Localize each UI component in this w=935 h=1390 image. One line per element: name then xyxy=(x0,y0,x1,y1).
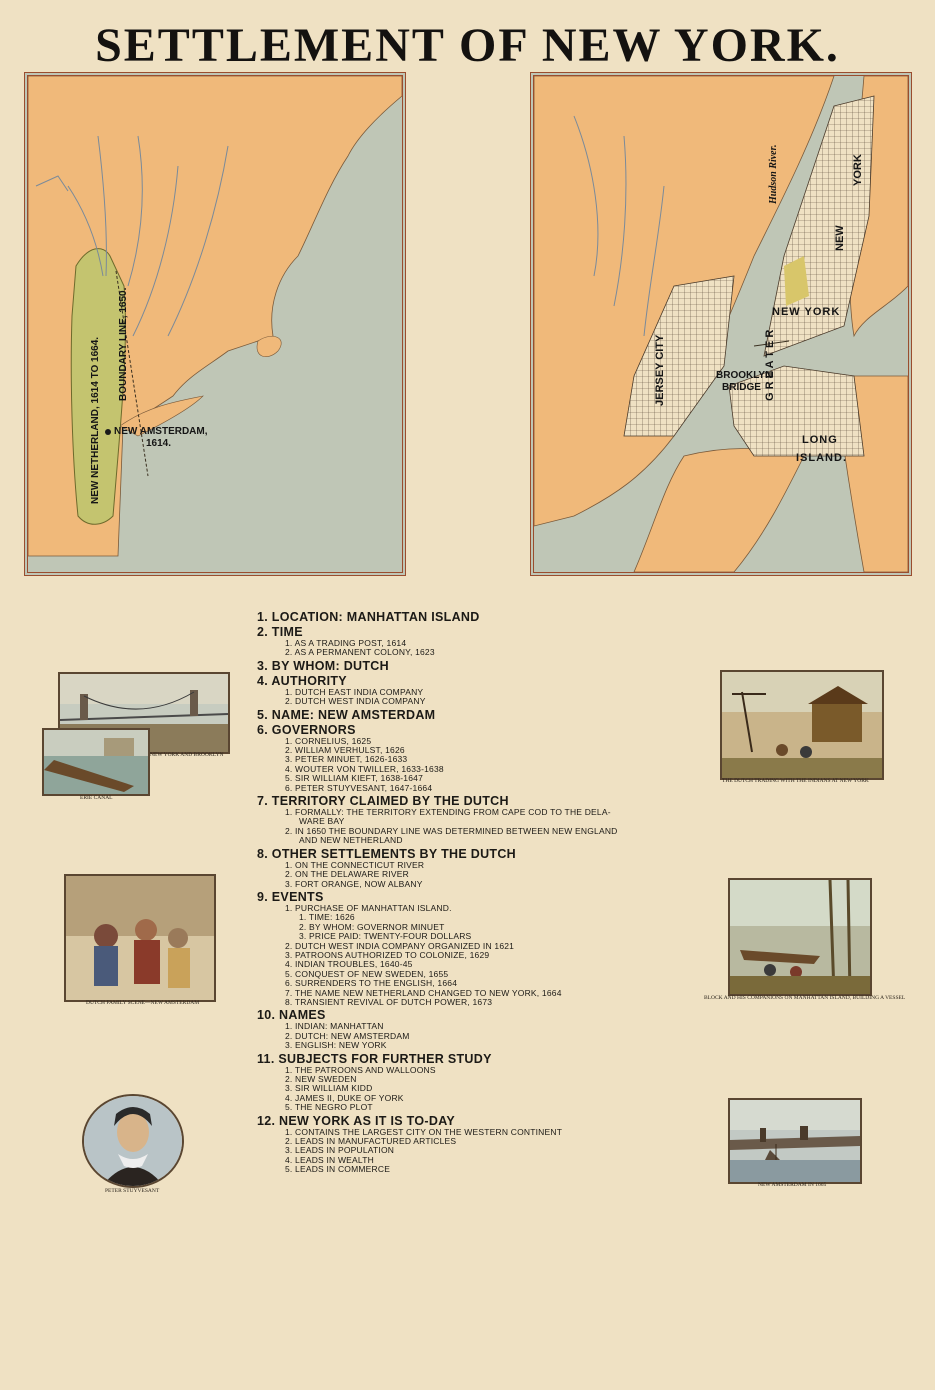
outline-subitem: 5. CONQUEST OF NEW SWEDEN, 1655 xyxy=(285,968,449,979)
outline-item xyxy=(257,610,697,624)
outline-subitem: 1. DUTCH EAST INDIA COMPANY xyxy=(285,686,424,697)
outline-subitem: WARE BAY xyxy=(299,816,345,827)
outline-subitem: 8. TRANSIENT REVIVAL OF DUTCH POWER, 1673 xyxy=(285,996,493,1007)
outline-subitem: 3. PATROONS AUTHORIZED TO COLONIZE, 1629 xyxy=(285,949,490,960)
outline-subitem: AND NEW NETHERLAND xyxy=(299,835,403,846)
picture-dutch-trading xyxy=(720,670,884,780)
label-hudson-river: Hudson River. xyxy=(768,144,779,204)
outline-subitem: 2. ON THE DELAWARE RIVER xyxy=(285,869,409,880)
outline-subitem: 2. IN 1650 THE BOUNDARY LINE WAS DETERMINED BETWEEN NEW ENGLAND xyxy=(285,825,618,836)
outline-item xyxy=(257,625,697,658)
label-new-york: NEW YORK xyxy=(772,306,841,318)
outline-subitem: 2. AS A PERMANENT COLONY, 1623 xyxy=(285,647,435,658)
outline-item xyxy=(257,708,697,722)
outline-heading: 8. OTHER SETTLEMENTS BY THE DUTCH xyxy=(257,846,516,861)
label-boundary-line: BOUNDARY LINE, 1650. xyxy=(118,287,129,401)
outline-subitem: 3. ENGLISH: NEW YORK xyxy=(285,1040,387,1051)
outline-item xyxy=(257,1114,697,1175)
outline-subitem: 1. INDIAN: MANHATTAN xyxy=(285,1021,384,1032)
outline-item xyxy=(257,1052,697,1113)
outline-heading: 10. NAMES xyxy=(257,1008,326,1023)
picture-dutch-family xyxy=(64,874,216,1002)
outline-subitem: 6. SURRENDERS TO THE ENGLISH, 1664 xyxy=(285,978,458,989)
outline-subitem: 3. LEADS IN POPULATION xyxy=(285,1145,395,1156)
outline-item xyxy=(257,723,697,793)
map-new-netherland-drawing xyxy=(28,76,402,572)
outline-subitem: 5. LEADS IN COMMERCE xyxy=(285,1164,391,1175)
label-new: NEW xyxy=(834,225,846,251)
outline-subitem: 5. SIR WILLIAM KIEFT, 1638-1647 xyxy=(285,773,424,784)
outline-heading: 9. EVENTS xyxy=(257,889,324,904)
picture-erie-canal xyxy=(42,728,150,796)
outline-subitem: 3. PRICE PAID: TWENTY-FOUR DOLLARS xyxy=(299,931,472,942)
outline-item xyxy=(257,674,697,707)
outline-subitem: 4. JAMES II, DUKE OF YORK xyxy=(285,1092,404,1103)
outline-subitem: 2. DUTCH: NEW AMSTERDAM xyxy=(285,1030,410,1041)
outline-subitem: 2. WILLIAM VERHULST, 1626 xyxy=(285,745,405,756)
picture-block-vessel xyxy=(728,878,872,996)
outline-subitem: 2. NEW SWEDEN xyxy=(285,1074,357,1084)
study-outline xyxy=(257,610,697,1176)
label-greater: G R E A T E R xyxy=(764,329,776,401)
label-york: YORK xyxy=(852,154,864,186)
outline-subitem: 4. LEADS IN WEALTH xyxy=(285,1154,374,1165)
outline-item xyxy=(257,890,697,1007)
map-greater-new-york xyxy=(530,72,912,576)
outline-subitem: 1. THE PATROONS AND WALLOONS xyxy=(285,1064,436,1075)
label-island: ISLAND. xyxy=(796,452,847,464)
outline-heading: 11. SUBJECTS FOR FURTHER STUDY xyxy=(257,1051,492,1066)
outline-subitem: 2. LEADS IN MANUFACTURED ARTICLES xyxy=(285,1136,457,1147)
outline-heading: 6. GOVERNORS xyxy=(257,722,356,737)
outline-item xyxy=(257,847,697,889)
caption-erie-canal: ERIE CANAL xyxy=(80,795,113,801)
poster-title: SETTLEMENT OF NEW YORK. xyxy=(95,19,840,72)
label-brooklyn: BROOKLYN xyxy=(716,370,773,381)
caption-new-amsterdam-1665: NEW AMSTERDAM IN 1665 xyxy=(758,1182,827,1188)
caption-new-york-brooklyn: NEW YORK AND BROOKLYN xyxy=(150,752,224,758)
picture-new-amsterdam-1665 xyxy=(728,1098,862,1184)
outline-subitem: 3. SIR WILLIAM KIDD xyxy=(285,1083,373,1094)
picture-peter-stuyvesant xyxy=(82,1094,184,1188)
caption-peter-stuyvesant: PETER STUYVESANT xyxy=(105,1188,160,1194)
outline-heading: 2. TIME xyxy=(257,625,303,639)
label-jersey-city: JERSEY CITY xyxy=(654,334,666,406)
outline-heading: 12. NEW YORK AS IT IS TO-DAY xyxy=(257,1113,456,1128)
caption-block-vessel: BLOCK AND HIS COMPANIONS ON MANHATTAN ISLAND, BUILDING A VESSEL xyxy=(704,995,906,1001)
outline-subitem: 4. INDIAN TROUBLES, 1640-45 xyxy=(285,959,413,970)
outline-subitem: 2. DUTCH WEST INDIA COMPANY xyxy=(285,696,426,707)
caption-dutch-family: DUTCH FAMILY SCENE—NEW AMSTERDAM xyxy=(86,1000,200,1006)
map-new-netherland xyxy=(24,72,406,576)
outline-subitem: 2. DUTCH WEST INDIA COMPANY ORGANIZED IN 1621 xyxy=(285,940,515,951)
outline-subitem: 1. FORMALLY: THE TERRITORY EXTENDING FROM CAPE COD TO THE DELA- xyxy=(285,807,611,818)
outline-item xyxy=(257,659,697,673)
outline-heading: 1. LOCATION: MANHATTAN ISLAND xyxy=(257,610,480,624)
outline-subitem: 6. PETER STUYVESANT, 1647-1664 xyxy=(285,782,433,793)
map-greater-new-york-drawing xyxy=(534,76,908,572)
outline-heading: 4. AUTHORITY xyxy=(257,673,347,688)
outline-subitem: 3. FORT ORANGE, NOW ALBANY xyxy=(285,878,423,889)
label-new-netherland: NEW NETHERLAND, 1614 TO 1664. xyxy=(90,336,101,504)
label-bridge: BRIDGE xyxy=(722,382,761,393)
outline-subitem: 4. WOUTER VON TWILLER, 1633-1638 xyxy=(285,763,444,774)
outline-subitem: 2. BY WHOM: GOVERNOR MINUET xyxy=(299,921,445,932)
outline-subitem: 7. THE NAME NEW NETHERLAND CHANGED TO NEW YORK, 1664 xyxy=(285,987,562,998)
outline-subitem: 1. CORNELIUS, 1625 xyxy=(285,735,372,746)
label-new-amsterdam-year: 1614. xyxy=(146,438,172,449)
outline-subitem: 1. ON THE CONNECTICUT RIVER xyxy=(285,859,425,870)
outline-subitem: 1. CONTAINS THE LARGEST CITY ON THE WESTERN CONTINENT xyxy=(285,1126,563,1137)
outline-subitem: 1. PURCHASE OF MANHATTAN ISLAND. xyxy=(285,902,452,913)
outline-subitem: 3. PETER MINUET, 1626-1633 xyxy=(285,754,408,765)
caption-dutch-trading: THE DUTCH TRADING WITH THE INDIANS AT NEW YORK xyxy=(722,778,869,784)
outline-subitem: 1. AS A TRADING POST, 1614 xyxy=(285,638,407,648)
outline-heading: 3. BY WHOM: DUTCH xyxy=(257,658,389,673)
label-long: LONG xyxy=(802,434,838,446)
outline-heading: 5. NAME: NEW AMSTERDAM xyxy=(257,707,436,722)
outline-heading: 7. TERRITORY CLAIMED BY THE DUTCH xyxy=(257,794,509,809)
label-new-amsterdam: NEW AMSTERDAM, xyxy=(114,426,208,437)
outline-item xyxy=(257,1008,697,1050)
outline-subitem: 5. THE NEGRO PLOT xyxy=(285,1102,373,1113)
outline-subitem: 1. TIME: 1626 xyxy=(299,912,355,923)
outline-item xyxy=(257,794,697,846)
